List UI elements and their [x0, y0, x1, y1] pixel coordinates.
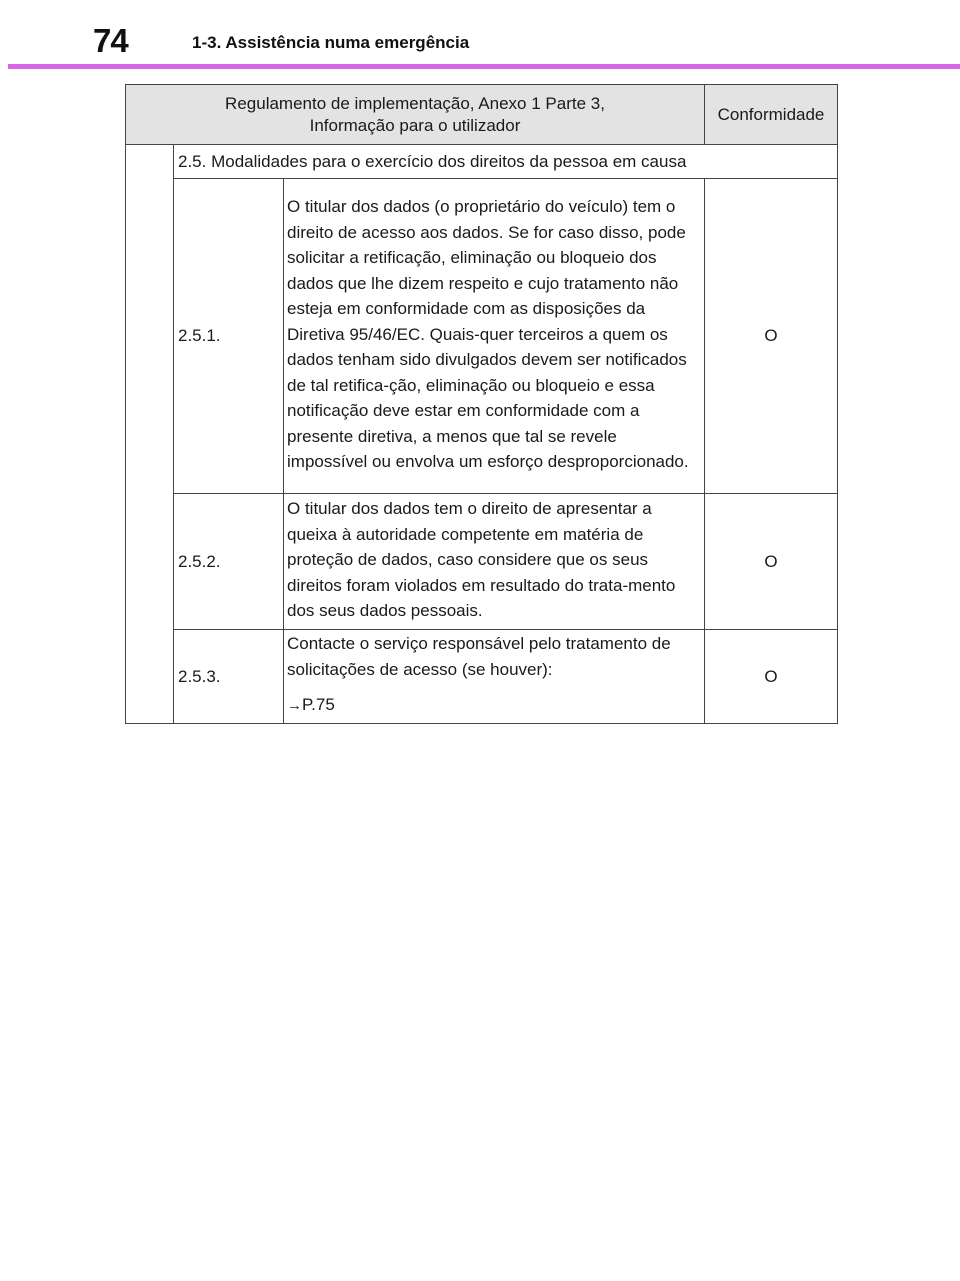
table-row: [126, 179, 838, 494]
clause-text: O titular dos dados (o proprietário do veículo) tem o direito de acesso aos dados. Se for caso disso, pode solicitar a retificação, eliminação ou bloqueio dos dados que lhe dizem respeito e cujo tratamento não esteja em conformidade com as disposições da Diretiva 95/46/EC. Quais-quer terceiros a quem os dados tenham sido divulgados devem ser notificados de tal retifica-ção, eliminação ou bloqueio e essa notificação deve estar em conformidade com a presente diretiva, a menos que tal se revele impossível ou envolva um esforço desproporcionado.: [284, 179, 705, 494]
section-row: [126, 145, 838, 179]
table-header-row: [126, 85, 838, 145]
arrow-right-icon: →: [287, 697, 302, 714]
section-title-cell: 2.5. Modalidades para o exercício dos direitos da pessoa em causa: [174, 145, 838, 179]
conformity-value: O: [705, 179, 838, 494]
conformity-value: O: [705, 494, 838, 630]
page-reference-link[interactable]: P.75: [302, 695, 335, 714]
clause-number: 2.5.3.: [174, 630, 284, 724]
header-conformity-cell: Conformidade: [705, 85, 838, 145]
clause-number: 2.5.2.: [174, 494, 284, 630]
clause-text-cell: [284, 630, 705, 724]
section-title: 1-3. Assistência numa emergência: [192, 33, 470, 52]
table-row: [126, 630, 838, 724]
header-regulation-line1: Regulamento de implementação, Anexo 1 Parte 3,: [225, 93, 605, 113]
page-number: 74: [93, 22, 128, 59]
table-row: [126, 494, 838, 630]
clause-text: Contacte o serviço responsável pelo tratamento de solicitações de acesso (se houver):: [287, 634, 671, 679]
left-spacer-cell: [126, 145, 174, 724]
conformity-value: O: [705, 630, 838, 724]
header-regulation-cell: [126, 85, 705, 145]
clause-number: 2.5.1.: [174, 179, 284, 494]
page-reference: [287, 692, 701, 719]
header-divider: [8, 64, 960, 69]
header-regulation-line2: Informação para o utilizador: [309, 115, 521, 135]
clause-text: O titular dos dados tem o direito de apresentar a queixa à autoridade competente em matéria de proteção de dados, caso considere que os seus direitos foram violados em resultado do trata-mento dos seus dados pessoais.: [284, 494, 705, 630]
regulation-table: [125, 84, 838, 724]
